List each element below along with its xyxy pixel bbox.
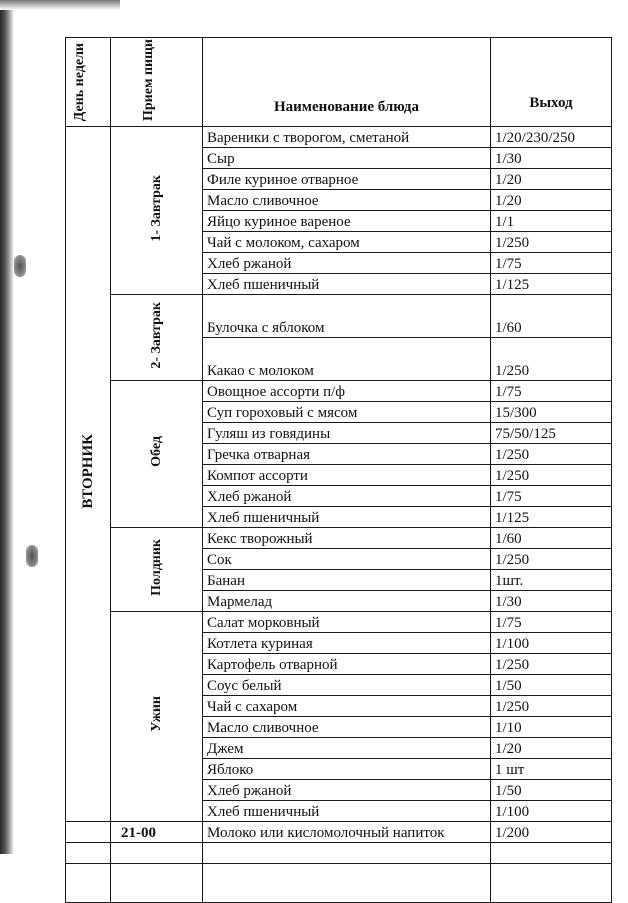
- dish-name: Хлеб пшеничный: [203, 507, 491, 528]
- empty-cell: [491, 843, 612, 864]
- dish-output: 1шт.: [491, 570, 612, 591]
- dish-output: 1/75: [491, 486, 612, 507]
- header-row: [66, 38, 612, 127]
- meal-cell: [111, 612, 203, 822]
- meal-cell: [111, 295, 203, 381]
- dish-name: Картофель отварной: [203, 654, 491, 675]
- dish-output: 1 шт: [491, 759, 612, 780]
- dish-name: Кекс творожный: [203, 528, 491, 549]
- scan-top-shadow: [0, 0, 120, 10]
- header-meal-label: Прием пищи: [140, 38, 156, 121]
- meal-label: 2- Завтрак: [149, 301, 164, 369]
- header-meal: [111, 38, 203, 127]
- dish-output: 1/20: [491, 169, 612, 190]
- dish-output: 1/75: [491, 612, 612, 633]
- binder-hole: [26, 545, 38, 567]
- empty-cell: [66, 864, 111, 903]
- table-row: [66, 127, 612, 148]
- dish-name: Чай с молоком, сахаром: [203, 232, 491, 253]
- dish-name: Салат морковный: [203, 612, 491, 633]
- late-dish: Молоко или кисломолочный напиток: [203, 822, 491, 843]
- empty-cell: [111, 864, 203, 903]
- menu-table: [65, 37, 612, 903]
- empty-cell: [203, 843, 491, 864]
- dish-output: 15/300: [491, 402, 612, 423]
- empty-cell: [491, 864, 612, 903]
- dish-name: Суп гороховый с мясом: [203, 402, 491, 423]
- empty-cell: [203, 864, 491, 903]
- dish-output: 1/20/230/250: [491, 127, 612, 148]
- dish-name: Компот ассорти: [203, 465, 491, 486]
- dish-output: 1/100: [491, 633, 612, 654]
- dish-name: Яблоко: [203, 759, 491, 780]
- dish-output: 1/125: [491, 274, 612, 295]
- table-row: [66, 381, 612, 402]
- dish-name: Сок: [203, 549, 491, 570]
- dish-output: 1/100: [491, 801, 612, 822]
- dish-output: 1/30: [491, 148, 612, 169]
- dish-name: Гуляш из говядины: [203, 423, 491, 444]
- header-output: Выход: [491, 38, 612, 127]
- dish-name: Хлеб ржаной: [203, 486, 491, 507]
- dish-output: 1/250: [491, 654, 612, 675]
- dish-name: Масло сливочное: [203, 190, 491, 211]
- binder-hole: [14, 255, 26, 277]
- empty-cell: [66, 843, 111, 864]
- late-output: 1/200: [491, 822, 612, 843]
- header-dish: Наименование блюда: [203, 38, 491, 127]
- meal-label: 1- Завтрак: [149, 174, 164, 242]
- scan-left-edge: [0, 0, 14, 854]
- dish-name: Булочка с яблоком: [203, 295, 491, 338]
- dish-output: 1/50: [491, 780, 612, 801]
- table-row: [66, 295, 612, 338]
- dish-name: Хлеб пшеничный: [203, 274, 491, 295]
- dish-name: Какао с молоком: [203, 338, 491, 381]
- dish-name: Соус белый: [203, 675, 491, 696]
- dish-output: 1/1: [491, 211, 612, 232]
- menu-body: [66, 127, 612, 903]
- dish-name: Гречка отварная: [203, 444, 491, 465]
- dish-output: 1/250: [491, 338, 612, 381]
- dish-output: 1/250: [491, 444, 612, 465]
- dish-name: Яйцо куриное вареное: [203, 211, 491, 232]
- dish-output: 1/250: [491, 696, 612, 717]
- dish-output: 1/20: [491, 738, 612, 759]
- dish-name: Хлеб пшеничный: [203, 801, 491, 822]
- late-row: [66, 822, 612, 843]
- meal-cell: [111, 381, 203, 528]
- header-day: [66, 38, 111, 127]
- empty-row: [66, 864, 612, 903]
- meal-cell: [111, 528, 203, 612]
- dish-output: 1/250: [491, 232, 612, 253]
- dish-name: Масло сливочное: [203, 717, 491, 738]
- day-label: ВТОРНИК: [79, 434, 96, 509]
- dish-name: Овощное ассорти п/ф: [203, 381, 491, 402]
- empty-row: [66, 843, 612, 864]
- dish-name: Мармелад: [203, 591, 491, 612]
- meal-label: Ужин: [149, 696, 164, 732]
- dish-name: Котлета куриная: [203, 633, 491, 654]
- dish-output: 1/50: [491, 675, 612, 696]
- dish-output: 1/10: [491, 717, 612, 738]
- dish-name: Банан: [203, 570, 491, 591]
- dish-output: 1/125: [491, 507, 612, 528]
- dish-output: 1/60: [491, 295, 612, 338]
- dish-output: 1/20: [491, 190, 612, 211]
- meal-label: Полдник: [149, 538, 164, 596]
- dish-output: 1/250: [491, 465, 612, 486]
- meal-cell: [111, 127, 203, 295]
- dish-output: 1/75: [491, 381, 612, 402]
- dish-name: Хлеб ржаной: [203, 780, 491, 801]
- dish-name: Сыр: [203, 148, 491, 169]
- dish-output: 1/75: [491, 253, 612, 274]
- dish-name: Хлеб ржаной: [203, 253, 491, 274]
- late-time: 21-00: [111, 822, 203, 843]
- dish-output: 1/60: [491, 528, 612, 549]
- dish-output: 1/250: [491, 549, 612, 570]
- dish-name: Вареники с творогом, сметаной: [203, 127, 491, 148]
- empty-cell: [111, 843, 203, 864]
- dish-name: Джем: [203, 738, 491, 759]
- dish-output: 75/50/125: [491, 423, 612, 444]
- late-day-cell: [66, 822, 111, 843]
- meal-label: Обед: [149, 436, 164, 467]
- dish-output: 1/30: [491, 591, 612, 612]
- dish-name: Чай с сахаром: [203, 696, 491, 717]
- table-row: [66, 612, 612, 633]
- day-cell: [66, 127, 111, 822]
- dish-name: Филе куриное отварное: [203, 169, 491, 190]
- header-day-label: День недели: [72, 42, 87, 121]
- table-row: [66, 528, 612, 549]
